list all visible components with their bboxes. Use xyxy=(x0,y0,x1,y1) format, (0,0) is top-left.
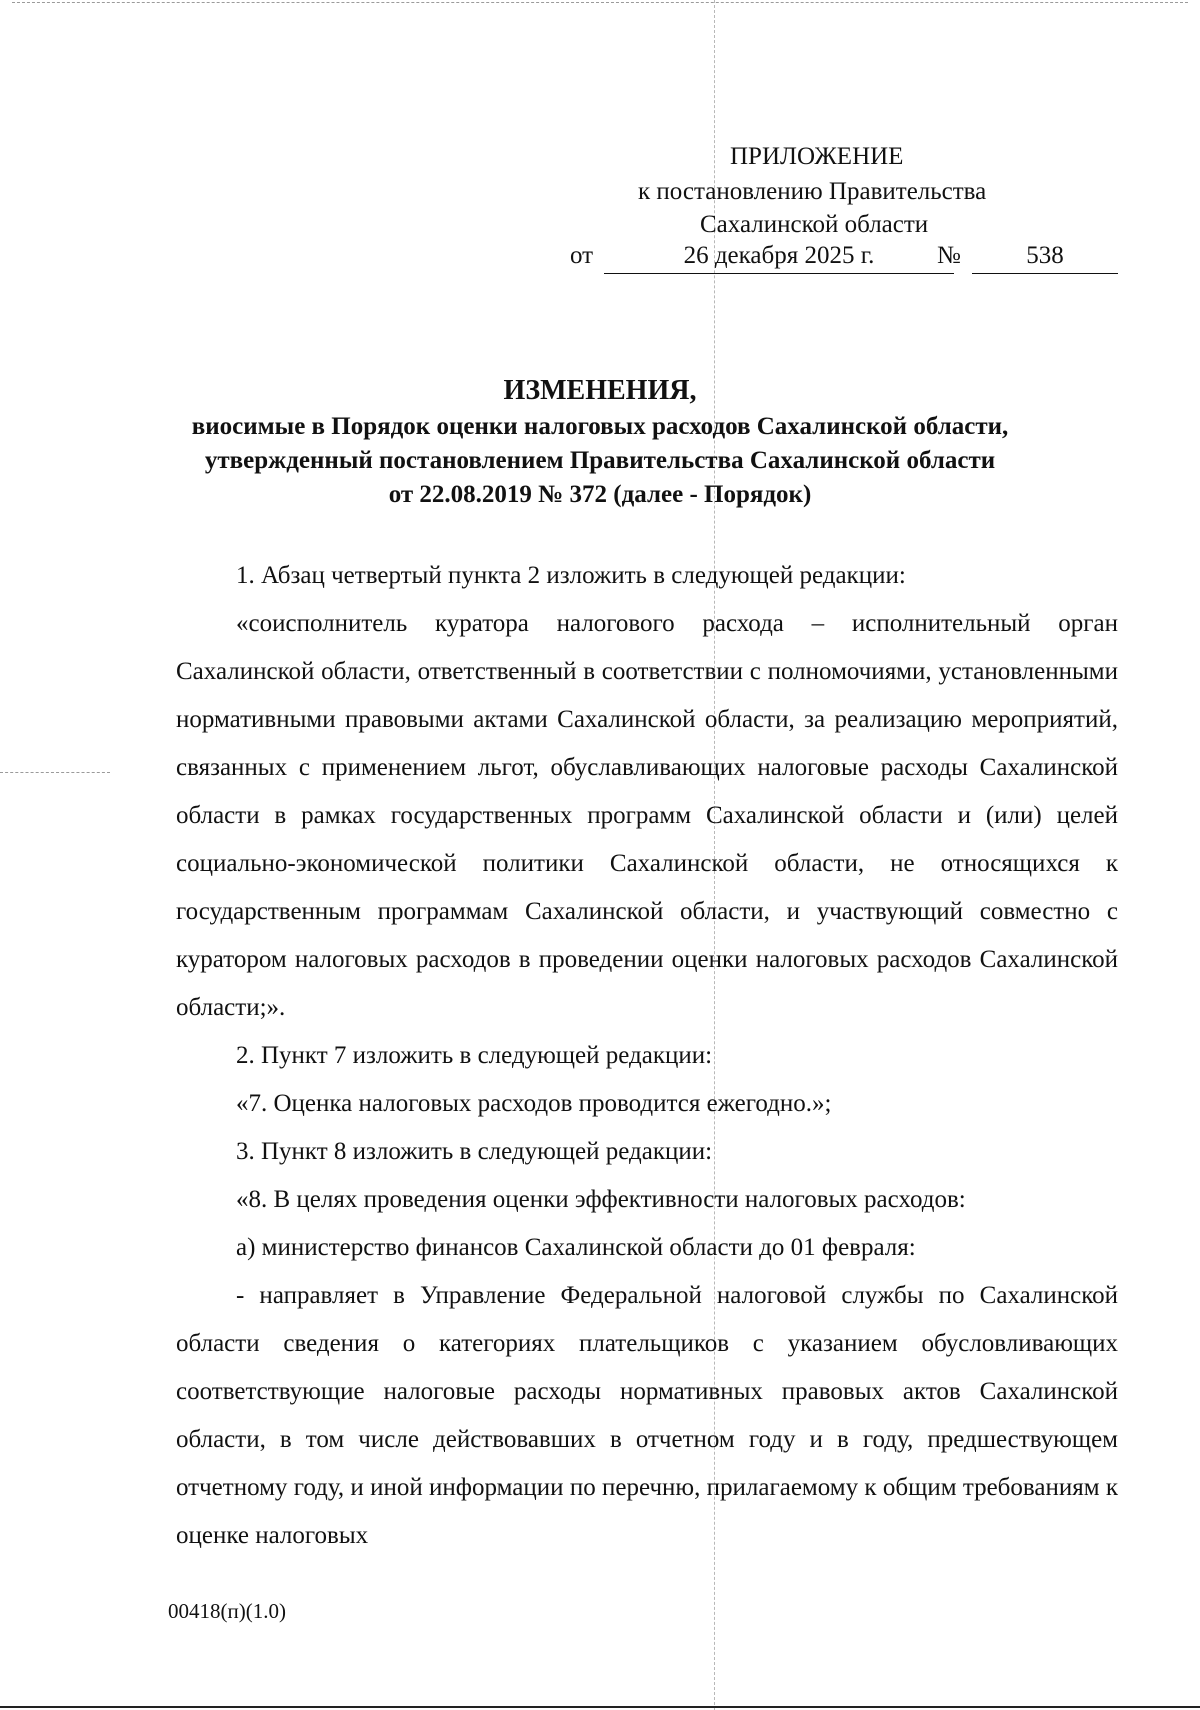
paragraph-7: а) министерство финансов Сахалинской области до 01 февраля: xyxy=(236,1234,916,1261)
scan-margin-mark xyxy=(0,772,110,773)
document-code: 00418(п)(1.0) xyxy=(168,1599,286,1623)
scan-top-edge xyxy=(12,2,1188,3)
appendix-line-1: к постановлению Правительства xyxy=(638,178,987,205)
paragraph-5: 3. Пункт 8 изложить в следующей редакции: xyxy=(236,1138,713,1165)
number-sign: № xyxy=(937,242,961,269)
paragraph-4: «7. Оценка налоговых расходов проводится ежегодно.»; xyxy=(236,1090,832,1117)
paragraph-1: 1. Абзац четвертый пункта 2 изложить в следующей редакции: xyxy=(236,562,906,589)
resolution-number: 538 xyxy=(972,242,1118,274)
appendix-line-2: Сахалинской области xyxy=(700,211,929,238)
scan-bottom-edge xyxy=(0,1706,1200,1708)
paragraph-2: «соисполнитель куратора налогового расхода – исполнительный орган Сахалинской области, ответственный в соответствии с полномочиями, установленными нормативными правовыми актами Сахалинской области, за реализацию мероприятий, связанных с применением льгот, обуславливающих налоговые расходы Сахалинской области в рамках государственных программ Сахалинской области и (или) целей социально-экономической политики Сахалинской области, не относящихся к государственным программам Сахалинской области, и участвующий совместно с куратором налоговых расходов в проведении оценки налоговых расходов Сахалинской области;». xyxy=(176,610,1118,1021)
document-body xyxy=(176,552,1118,1560)
title-line-2: утвержденный постановлением Правительства Сахалинской области xyxy=(204,447,996,474)
paragraph-6: «8. В целях проведения оценки эффективности налоговых расходов: xyxy=(236,1186,966,1213)
paragraph-8: - направляет в Управление Федеральной налоговой службы по Сахалинской области сведения о категориях плательщиков с указанием обусловливающих соответствующие налоговые расходы нормативных правовых актов Сахалинской области, в том числе действовавших в отчетном году и в году, предшествующем отчетному году, и иной информации по перечню, прилагаемому к общим требованиям к оценке налоговых xyxy=(176,1282,1118,1549)
title-line-1: виосимые в Порядок оценки налоговых расходов Сахалинской области, xyxy=(191,413,1009,440)
title-line-3: от 22.08.2019 № 372 (далее - Порядок) xyxy=(388,481,812,508)
title-main: ИЗМЕНЕНИЯ, xyxy=(503,375,697,406)
appendix-title: ПРИЛОЖЕНИЕ xyxy=(730,143,904,170)
resolution-date: 26 декабря 2025 г. xyxy=(604,242,954,274)
document-title xyxy=(150,372,1050,512)
paragraph-3: 2. Пункт 7 изложить в следующей редакции: xyxy=(236,1042,713,1069)
date-prefix: от xyxy=(570,242,594,269)
date-number-row xyxy=(570,242,1118,278)
